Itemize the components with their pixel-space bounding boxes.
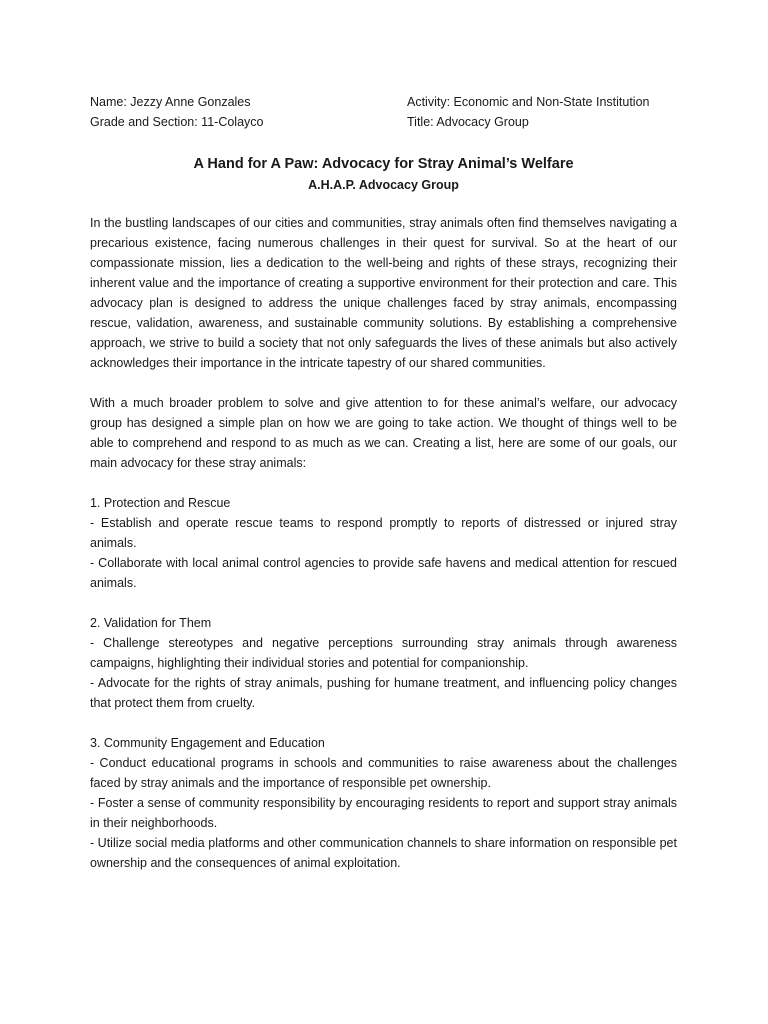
document-header bbox=[90, 92, 677, 132]
header-left bbox=[90, 92, 406, 132]
activity-label: Activity: Economic and Non-State Institution bbox=[407, 95, 650, 109]
list-item: - Advocate for the rights of stray animals, pushing for humane treatment, and influencing policy changes that protect them from cruelty. bbox=[90, 676, 677, 710]
section-title: 3. Community Engagement and Education bbox=[90, 736, 325, 750]
header-right bbox=[407, 92, 677, 132]
section-title: 2. Validation for Them bbox=[90, 616, 212, 630]
section-title: 1. Protection and Rescue bbox=[90, 496, 231, 510]
student-name: Name: Jezzy Anne Gonzales bbox=[90, 95, 251, 109]
list-item: - Establish and operate rescue teams to respond promptly to reports of distressed or injured stray animals. bbox=[90, 516, 677, 550]
list-item: - Challenge stereotypes and negative perceptions surrounding stray animals through awareness campaigns, highlighting their individual stories and potential for companionship. bbox=[90, 636, 677, 670]
list-item: - Collaborate with local animal control agencies to provide safe havens and medical attention for rescued animals. bbox=[90, 556, 677, 590]
list-item: - Foster a sense of community responsibility by encouraging residents to report and support stray animals in their neighborhoods. bbox=[90, 796, 677, 830]
list-item: - Conduct educational programs in schools and communities to raise awareness about the challenges faced by stray animals and the importance of responsible pet ownership. bbox=[90, 756, 677, 790]
list-item: - Utilize social media platforms and other communication channels to share information on responsible pet ownership and the consequences of animal exploitation. bbox=[90, 836, 677, 870]
section-community bbox=[90, 733, 677, 873]
intro-paragraph: In the bustling landscapes of our cities and communities, stray animals often find themselves navigating a precarious existence, facing numerous challenges in their quest for survival. So at the heart of our compassionate mission, lies a dedication to the well-being and rights of these strays, recognizing their inherent value and the importance of creating a supportive environment for their protection and care. This advocacy plan is designed to address the unique challenges faced by stray animals, encompassing rescue, validation, awareness, and sustainable community solutions. By establishing a comprehensive approach, we strive to build a society that not only safeguards the lives of these animals but also actively acknowledges their importance in the intricate tapestry of our shared communities. bbox=[90, 216, 677, 370]
document-title: A Hand for A Paw: Advocacy for Stray Animal’s Welfare bbox=[193, 156, 574, 172]
title-label: Title: Advocacy Group bbox=[407, 115, 529, 129]
document-subtitle: A.H.A.P. Advocacy Group bbox=[308, 178, 459, 192]
plan-paragraph: With a much broader problem to solve and give attention to for these animal’s welfare, our advocacy group has designed a simple plan on how we are going to take action. We thought of things well to be able to comprehend and respond to as much as we can. Creating a list, here are some of our goals, our main advocacy for these stray animals: bbox=[90, 396, 677, 470]
section-validation bbox=[90, 613, 677, 713]
grade-section: Grade and Section: 11-Colayco bbox=[90, 115, 264, 129]
section-protection bbox=[90, 493, 677, 593]
